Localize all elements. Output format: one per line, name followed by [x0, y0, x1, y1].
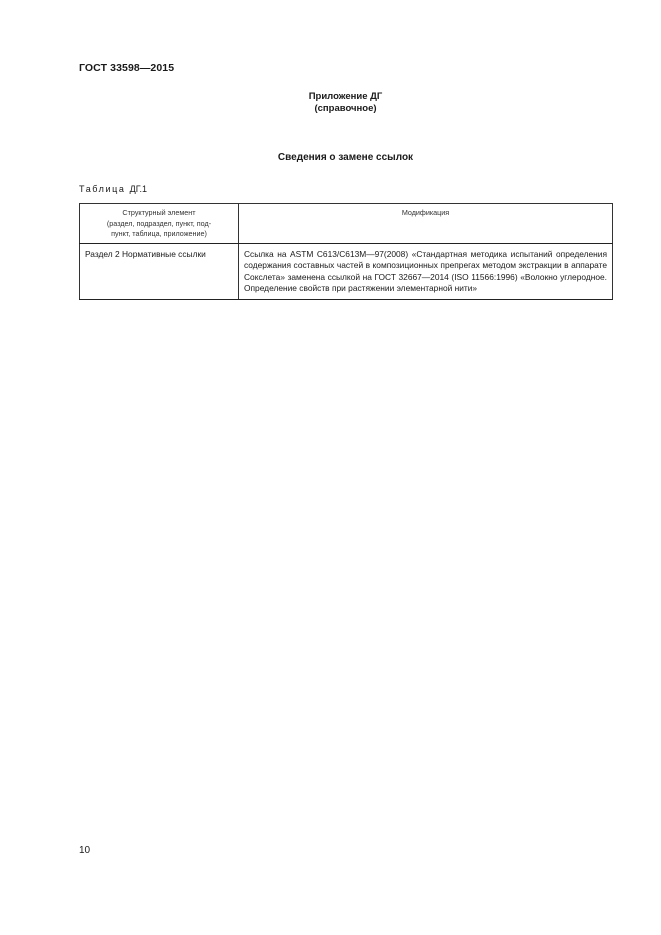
document-header-standard-number: ГОСТ 33598—2015	[79, 62, 175, 74]
header-structural-element-line-2: (раздел, подраздел, пункт, под-	[106, 218, 212, 228]
header-modification: Модификация	[239, 204, 613, 244]
header-structural-element	[80, 204, 239, 244]
table-caption-number: ДГ.1	[129, 184, 147, 194]
cell-modification: Ссылка на ASTM C613/C613M—97(2008) «Стандартная методика испытаний определения содержания составных частей в композиционных препрегах методом экстракции в аппарате Сокслета» заменена ссылкой на ГОСТ 32667—2014 (ISO 11566:1996) «Волокно углеродное. Определение свойств при растяжении элементарной нити»	[239, 243, 613, 299]
appendix-subtitle: (справочное)	[314, 103, 377, 114]
table-header-row	[80, 204, 613, 244]
cell-structural-element: Раздел 2 Нормативные ссылки	[80, 243, 239, 299]
table-row	[80, 243, 613, 299]
appendix-title: Приложение ДГ	[308, 91, 383, 102]
table-caption-label: Таблица	[79, 184, 126, 194]
page-number: 10	[79, 845, 91, 856]
table-caption	[79, 184, 147, 194]
header-structural-element-line-1: Структурный элемент	[122, 208, 196, 217]
reference-replacement-table	[79, 203, 613, 300]
appendix-heading	[0, 91, 661, 115]
header-structural-element-line-3: пункт, таблица, приложение)	[111, 229, 207, 238]
section-title: Сведения о замене ссылок	[277, 152, 414, 163]
